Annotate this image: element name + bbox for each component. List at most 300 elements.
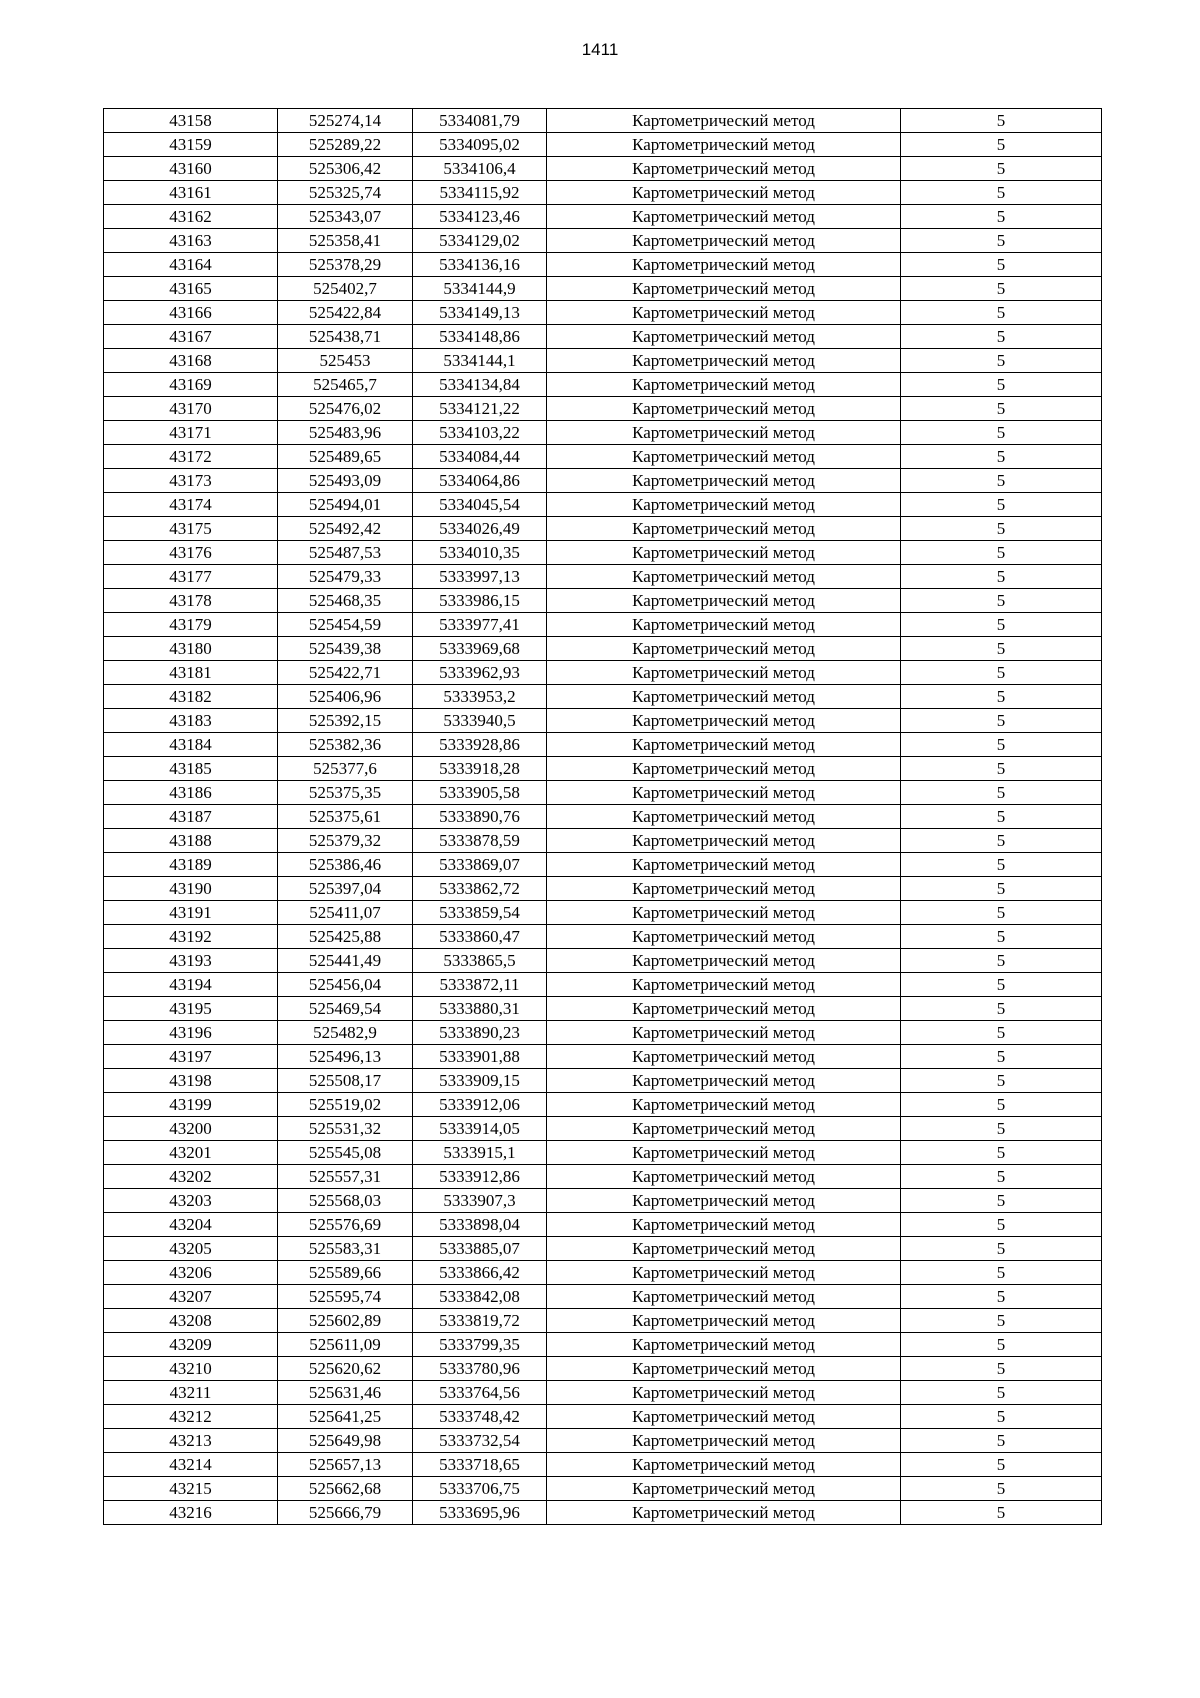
method-cell: Картометрический метод <box>547 157 901 181</box>
accuracy-cell: 5 <box>901 757 1102 781</box>
x-coordinate-cell: 525402,7 <box>278 277 413 301</box>
method-cell: Картометрический метод <box>547 1069 901 1093</box>
y-coordinate-cell: 5334103,22 <box>413 421 547 445</box>
y-coordinate-cell: 5333901,88 <box>413 1045 547 1069</box>
method-cell: Картометрический метод <box>547 1261 901 1285</box>
x-coordinate-cell: 525482,9 <box>278 1021 413 1045</box>
y-coordinate-cell: 5334144,1 <box>413 349 547 373</box>
accuracy-cell: 5 <box>901 469 1102 493</box>
table-row <box>104 997 1102 1021</box>
table-row <box>104 661 1102 685</box>
accuracy-cell: 5 <box>901 661 1102 685</box>
x-coordinate-cell: 525531,32 <box>278 1117 413 1141</box>
table-row <box>104 637 1102 661</box>
y-coordinate-cell: 5333940,5 <box>413 709 547 733</box>
x-coordinate-cell: 525508,17 <box>278 1069 413 1093</box>
accuracy-cell: 5 <box>901 829 1102 853</box>
x-coordinate-cell: 525662,68 <box>278 1477 413 1501</box>
x-coordinate-cell: 525545,08 <box>278 1141 413 1165</box>
y-coordinate-cell: 5333695,96 <box>413 1501 547 1525</box>
point-number-cell: 43164 <box>104 253 278 277</box>
x-coordinate-cell: 525483,96 <box>278 421 413 445</box>
y-coordinate-cell: 5333799,35 <box>413 1333 547 1357</box>
y-coordinate-cell: 5333718,65 <box>413 1453 547 1477</box>
accuracy-cell: 5 <box>901 565 1102 589</box>
table-row <box>104 1453 1102 1477</box>
table-row <box>104 1141 1102 1165</box>
point-number-cell: 43193 <box>104 949 278 973</box>
accuracy-cell: 5 <box>901 1069 1102 1093</box>
accuracy-cell: 5 <box>901 109 1102 133</box>
point-number-cell: 43169 <box>104 373 278 397</box>
y-coordinate-cell: 5334106,4 <box>413 157 547 181</box>
table-row <box>104 373 1102 397</box>
table-row <box>104 685 1102 709</box>
table-row <box>104 781 1102 805</box>
point-number-cell: 43186 <box>104 781 278 805</box>
method-cell: Картометрический метод <box>547 829 901 853</box>
method-cell: Картометрический метод <box>547 301 901 325</box>
x-coordinate-cell: 525377,6 <box>278 757 413 781</box>
x-coordinate-cell: 525487,53 <box>278 541 413 565</box>
point-number-cell: 43206 <box>104 1261 278 1285</box>
method-cell: Картометрический метод <box>547 709 901 733</box>
accuracy-cell: 5 <box>901 157 1102 181</box>
table-row <box>104 709 1102 733</box>
y-coordinate-cell: 5334115,92 <box>413 181 547 205</box>
table-row <box>104 1381 1102 1405</box>
y-coordinate-cell: 5333928,86 <box>413 733 547 757</box>
table-row <box>104 1261 1102 1285</box>
method-cell: Картометрический метод <box>547 565 901 589</box>
accuracy-cell: 5 <box>901 1189 1102 1213</box>
table-row <box>104 1189 1102 1213</box>
accuracy-cell: 5 <box>901 205 1102 229</box>
x-coordinate-cell: 525489,65 <box>278 445 413 469</box>
table-row <box>104 277 1102 301</box>
x-coordinate-cell: 525358,41 <box>278 229 413 253</box>
method-cell: Картометрический метод <box>547 1237 901 1261</box>
y-coordinate-cell: 5333977,41 <box>413 613 547 637</box>
y-coordinate-cell: 5333907,3 <box>413 1189 547 1213</box>
y-coordinate-cell: 5333898,04 <box>413 1213 547 1237</box>
table-row <box>104 325 1102 349</box>
method-cell: Картометрический метод <box>547 1045 901 1069</box>
accuracy-cell: 5 <box>901 709 1102 733</box>
accuracy-cell: 5 <box>901 445 1102 469</box>
table-row <box>104 205 1102 229</box>
y-coordinate-cell: 5333859,54 <box>413 901 547 925</box>
accuracy-cell: 5 <box>901 1021 1102 1045</box>
table-row <box>104 1021 1102 1045</box>
y-coordinate-cell: 5334136,16 <box>413 253 547 277</box>
accuracy-cell: 5 <box>901 1117 1102 1141</box>
point-number-cell: 43190 <box>104 877 278 901</box>
point-number-cell: 43207 <box>104 1285 278 1309</box>
point-number-cell: 43199 <box>104 1093 278 1117</box>
x-coordinate-cell: 525439,38 <box>278 637 413 661</box>
x-coordinate-cell: 525666,79 <box>278 1501 413 1525</box>
accuracy-cell: 5 <box>901 1333 1102 1357</box>
y-coordinate-cell: 5333885,07 <box>413 1237 547 1261</box>
method-cell: Картометрический метод <box>547 997 901 1021</box>
method-cell: Картометрический метод <box>547 877 901 901</box>
accuracy-cell: 5 <box>901 1141 1102 1165</box>
point-number-cell: 43177 <box>104 565 278 589</box>
x-coordinate-cell: 525631,46 <box>278 1381 413 1405</box>
table-row <box>104 853 1102 877</box>
y-coordinate-cell: 5333909,15 <box>413 1069 547 1093</box>
x-coordinate-cell: 525595,74 <box>278 1285 413 1309</box>
x-coordinate-cell: 525454,59 <box>278 613 413 637</box>
accuracy-cell: 5 <box>901 1477 1102 1501</box>
x-coordinate-cell: 525453 <box>278 349 413 373</box>
table-row <box>104 973 1102 997</box>
method-cell: Картометрический метод <box>547 637 901 661</box>
accuracy-cell: 5 <box>901 517 1102 541</box>
x-coordinate-cell: 525343,07 <box>278 205 413 229</box>
accuracy-cell: 5 <box>901 253 1102 277</box>
x-coordinate-cell: 525397,04 <box>278 877 413 901</box>
table-row <box>104 109 1102 133</box>
accuracy-cell: 5 <box>901 733 1102 757</box>
y-coordinate-cell: 5334129,02 <box>413 229 547 253</box>
point-number-cell: 43181 <box>104 661 278 685</box>
accuracy-cell: 5 <box>901 301 1102 325</box>
y-coordinate-cell: 5333872,11 <box>413 973 547 997</box>
method-cell: Картометрический метод <box>547 949 901 973</box>
accuracy-cell: 5 <box>901 973 1102 997</box>
y-coordinate-cell: 5333865,5 <box>413 949 547 973</box>
method-cell: Картометрический метод <box>547 781 901 805</box>
y-coordinate-cell: 5333748,42 <box>413 1405 547 1429</box>
x-coordinate-cell: 525422,84 <box>278 301 413 325</box>
point-number-cell: 43187 <box>104 805 278 829</box>
x-coordinate-cell: 525386,46 <box>278 853 413 877</box>
method-cell: Картометрический метод <box>547 517 901 541</box>
table-row <box>104 469 1102 493</box>
point-number-cell: 43197 <box>104 1045 278 1069</box>
method-cell: Картометрический метод <box>547 1405 901 1429</box>
method-cell: Картометрический метод <box>547 421 901 445</box>
table-row <box>104 1309 1102 1333</box>
table-row <box>104 1237 1102 1261</box>
x-coordinate-cell: 525274,14 <box>278 109 413 133</box>
method-cell: Картометрический метод <box>547 901 901 925</box>
point-number-cell: 43160 <box>104 157 278 181</box>
method-cell: Картометрический метод <box>547 805 901 829</box>
y-coordinate-cell: 5334081,79 <box>413 109 547 133</box>
point-number-cell: 43191 <box>104 901 278 925</box>
method-cell: Картометрический метод <box>547 1213 901 1237</box>
method-cell: Картометрический метод <box>547 973 901 997</box>
table-row <box>104 397 1102 421</box>
table-row <box>104 1357 1102 1381</box>
point-number-cell: 43179 <box>104 613 278 637</box>
accuracy-cell: 5 <box>901 949 1102 973</box>
table-row <box>104 805 1102 829</box>
table-row <box>104 1429 1102 1453</box>
y-coordinate-cell: 5333878,59 <box>413 829 547 853</box>
point-number-cell: 43216 <box>104 1501 278 1525</box>
x-coordinate-cell: 525411,07 <box>278 901 413 925</box>
point-number-cell: 43215 <box>104 1477 278 1501</box>
point-number-cell: 43180 <box>104 637 278 661</box>
point-number-cell: 43168 <box>104 349 278 373</box>
y-coordinate-cell: 5333912,06 <box>413 1093 547 1117</box>
x-coordinate-cell: 525568,03 <box>278 1189 413 1213</box>
method-cell: Картометрический метод <box>547 1477 901 1501</box>
table-row <box>104 1069 1102 1093</box>
x-coordinate-cell: 525519,02 <box>278 1093 413 1117</box>
method-cell: Картометрический метод <box>547 325 901 349</box>
x-coordinate-cell: 525375,35 <box>278 781 413 805</box>
point-number-cell: 43162 <box>104 205 278 229</box>
coordinates-table-body <box>104 109 1102 1525</box>
method-cell: Картометрический метод <box>547 589 901 613</box>
x-coordinate-cell: 525465,7 <box>278 373 413 397</box>
y-coordinate-cell: 5333869,07 <box>413 853 547 877</box>
page-number: 1411 <box>581 40 619 59</box>
point-number-cell: 43208 <box>104 1309 278 1333</box>
point-number-cell: 43167 <box>104 325 278 349</box>
point-number-cell: 43211 <box>104 1381 278 1405</box>
x-coordinate-cell: 525557,31 <box>278 1165 413 1189</box>
accuracy-cell: 5 <box>901 349 1102 373</box>
table-row <box>104 877 1102 901</box>
y-coordinate-cell: 5334095,02 <box>413 133 547 157</box>
method-cell: Картометрический метод <box>547 277 901 301</box>
y-coordinate-cell: 5334149,13 <box>413 301 547 325</box>
y-coordinate-cell: 5333819,72 <box>413 1309 547 1333</box>
x-coordinate-cell: 525379,32 <box>278 829 413 853</box>
point-number-cell: 43173 <box>104 469 278 493</box>
method-cell: Картометрический метод <box>547 181 901 205</box>
y-coordinate-cell: 5334084,44 <box>413 445 547 469</box>
y-coordinate-cell: 5333969,68 <box>413 637 547 661</box>
table-row <box>104 133 1102 157</box>
method-cell: Картометрический метод <box>547 1189 901 1213</box>
y-coordinate-cell: 5334144,9 <box>413 277 547 301</box>
accuracy-cell: 5 <box>901 589 1102 613</box>
table-row <box>104 733 1102 757</box>
x-coordinate-cell: 525476,02 <box>278 397 413 421</box>
x-coordinate-cell: 525375,61 <box>278 805 413 829</box>
accuracy-cell: 5 <box>901 1213 1102 1237</box>
table-row <box>104 1333 1102 1357</box>
point-number-cell: 43204 <box>104 1213 278 1237</box>
table-row <box>104 1477 1102 1501</box>
table-row <box>104 445 1102 469</box>
x-coordinate-cell: 525641,25 <box>278 1405 413 1429</box>
method-cell: Картометрический метод <box>547 1117 901 1141</box>
table-row <box>104 1117 1102 1141</box>
x-coordinate-cell: 525422,71 <box>278 661 413 685</box>
accuracy-cell: 5 <box>901 637 1102 661</box>
y-coordinate-cell: 5333890,23 <box>413 1021 547 1045</box>
accuracy-cell: 5 <box>901 1309 1102 1333</box>
point-number-cell: 43158 <box>104 109 278 133</box>
y-coordinate-cell: 5334121,22 <box>413 397 547 421</box>
point-number-cell: 43212 <box>104 1405 278 1429</box>
table-row <box>104 541 1102 565</box>
x-coordinate-cell: 525493,09 <box>278 469 413 493</box>
accuracy-cell: 5 <box>901 997 1102 1021</box>
table-row <box>104 949 1102 973</box>
x-coordinate-cell: 525425,88 <box>278 925 413 949</box>
table-row <box>104 349 1102 373</box>
point-number-cell: 43188 <box>104 829 278 853</box>
table-row <box>104 1285 1102 1309</box>
method-cell: Картометрический метод <box>547 1501 901 1525</box>
x-coordinate-cell: 525469,54 <box>278 997 413 1021</box>
accuracy-cell: 5 <box>901 373 1102 397</box>
accuracy-cell: 5 <box>901 781 1102 805</box>
y-coordinate-cell: 5333732,54 <box>413 1429 547 1453</box>
accuracy-cell: 5 <box>901 1381 1102 1405</box>
accuracy-cell: 5 <box>901 133 1102 157</box>
method-cell: Картометрический метод <box>547 685 901 709</box>
point-number-cell: 43163 <box>104 229 278 253</box>
point-number-cell: 43200 <box>104 1117 278 1141</box>
method-cell: Картометрический метод <box>547 133 901 157</box>
y-coordinate-cell: 5333862,72 <box>413 877 547 901</box>
method-cell: Картометрический метод <box>547 1093 901 1117</box>
point-number-cell: 43161 <box>104 181 278 205</box>
point-number-cell: 43184 <box>104 733 278 757</box>
coordinates-table <box>103 108 1102 1525</box>
x-coordinate-cell: 525602,89 <box>278 1309 413 1333</box>
y-coordinate-cell: 5333997,13 <box>413 565 547 589</box>
point-number-cell: 43176 <box>104 541 278 565</box>
accuracy-cell: 5 <box>901 421 1102 445</box>
x-coordinate-cell: 525657,13 <box>278 1453 413 1477</box>
accuracy-cell: 5 <box>901 1501 1102 1525</box>
method-cell: Картометрический метод <box>547 1309 901 1333</box>
x-coordinate-cell: 525611,09 <box>278 1333 413 1357</box>
y-coordinate-cell: 5333780,96 <box>413 1357 547 1381</box>
y-coordinate-cell: 5333918,28 <box>413 757 547 781</box>
point-number-cell: 43185 <box>104 757 278 781</box>
point-number-cell: 43198 <box>104 1069 278 1093</box>
method-cell: Картометрический метод <box>547 1021 901 1045</box>
accuracy-cell: 5 <box>901 277 1102 301</box>
accuracy-cell: 5 <box>901 613 1102 637</box>
y-coordinate-cell: 5333706,75 <box>413 1477 547 1501</box>
point-number-cell: 43210 <box>104 1357 278 1381</box>
accuracy-cell: 5 <box>901 493 1102 517</box>
method-cell: Картометрический метод <box>547 925 901 949</box>
y-coordinate-cell: 5333905,58 <box>413 781 547 805</box>
accuracy-cell: 5 <box>901 901 1102 925</box>
point-number-cell: 43178 <box>104 589 278 613</box>
x-coordinate-cell: 525382,36 <box>278 733 413 757</box>
x-coordinate-cell: 525392,15 <box>278 709 413 733</box>
y-coordinate-cell: 5334064,86 <box>413 469 547 493</box>
point-number-cell: 43175 <box>104 517 278 541</box>
method-cell: Картометрический метод <box>547 613 901 637</box>
method-cell: Картометрический метод <box>547 1285 901 1309</box>
method-cell: Картометрический метод <box>547 1429 901 1453</box>
method-cell: Картометрический метод <box>547 1453 901 1477</box>
accuracy-cell: 5 <box>901 1429 1102 1453</box>
point-number-cell: 43202 <box>104 1165 278 1189</box>
accuracy-cell: 5 <box>901 1165 1102 1189</box>
method-cell: Картометрический метод <box>547 445 901 469</box>
x-coordinate-cell: 525492,42 <box>278 517 413 541</box>
y-coordinate-cell: 5333764,56 <box>413 1381 547 1405</box>
accuracy-cell: 5 <box>901 877 1102 901</box>
table-row <box>104 1093 1102 1117</box>
point-number-cell: 43205 <box>104 1237 278 1261</box>
y-coordinate-cell: 5333860,47 <box>413 925 547 949</box>
point-number-cell: 43159 <box>104 133 278 157</box>
point-number-cell: 43209 <box>104 1333 278 1357</box>
x-coordinate-cell: 525479,33 <box>278 565 413 589</box>
x-coordinate-cell: 525496,13 <box>278 1045 413 1069</box>
y-coordinate-cell: 5334045,54 <box>413 493 547 517</box>
point-number-cell: 43183 <box>104 709 278 733</box>
accuracy-cell: 5 <box>901 541 1102 565</box>
point-number-cell: 43195 <box>104 997 278 1021</box>
accuracy-cell: 5 <box>901 1453 1102 1477</box>
y-coordinate-cell: 5334148,86 <box>413 325 547 349</box>
table-row <box>104 1165 1102 1189</box>
table-row <box>104 1213 1102 1237</box>
accuracy-cell: 5 <box>901 229 1102 253</box>
point-number-cell: 43166 <box>104 301 278 325</box>
table-row <box>104 517 1102 541</box>
method-cell: Картометрический метод <box>547 253 901 277</box>
x-coordinate-cell: 525441,49 <box>278 949 413 973</box>
method-cell: Картометрический метод <box>547 853 901 877</box>
y-coordinate-cell: 5333880,31 <box>413 997 547 1021</box>
method-cell: Картометрический метод <box>547 541 901 565</box>
point-number-cell: 43214 <box>104 1453 278 1477</box>
y-coordinate-cell: 5333890,76 <box>413 805 547 829</box>
point-number-cell: 43213 <box>104 1429 278 1453</box>
method-cell: Картометрический метод <box>547 373 901 397</box>
point-number-cell: 43182 <box>104 685 278 709</box>
method-cell: Картометрический метод <box>547 1141 901 1165</box>
table-row <box>104 613 1102 637</box>
point-number-cell: 43170 <box>104 397 278 421</box>
x-coordinate-cell: 525306,42 <box>278 157 413 181</box>
table-row <box>104 1045 1102 1069</box>
accuracy-cell: 5 <box>901 1237 1102 1261</box>
method-cell: Картометрический метод <box>547 229 901 253</box>
accuracy-cell: 5 <box>901 1093 1102 1117</box>
table-row <box>104 565 1102 589</box>
y-coordinate-cell: 5333953,2 <box>413 685 547 709</box>
point-number-cell: 43192 <box>104 925 278 949</box>
point-number-cell: 43196 <box>104 1021 278 1045</box>
table-row <box>104 301 1102 325</box>
x-coordinate-cell: 525494,01 <box>278 493 413 517</box>
x-coordinate-cell: 525378,29 <box>278 253 413 277</box>
y-coordinate-cell: 5333866,42 <box>413 1261 547 1285</box>
accuracy-cell: 5 <box>901 397 1102 421</box>
point-number-cell: 43189 <box>104 853 278 877</box>
y-coordinate-cell: 5334026,49 <box>413 517 547 541</box>
point-number-cell: 43203 <box>104 1189 278 1213</box>
table-row <box>104 901 1102 925</box>
point-number-cell: 43194 <box>104 973 278 997</box>
method-cell: Картометрический метод <box>547 1333 901 1357</box>
x-coordinate-cell: 525406,96 <box>278 685 413 709</box>
accuracy-cell: 5 <box>901 685 1102 709</box>
x-coordinate-cell: 525289,22 <box>278 133 413 157</box>
